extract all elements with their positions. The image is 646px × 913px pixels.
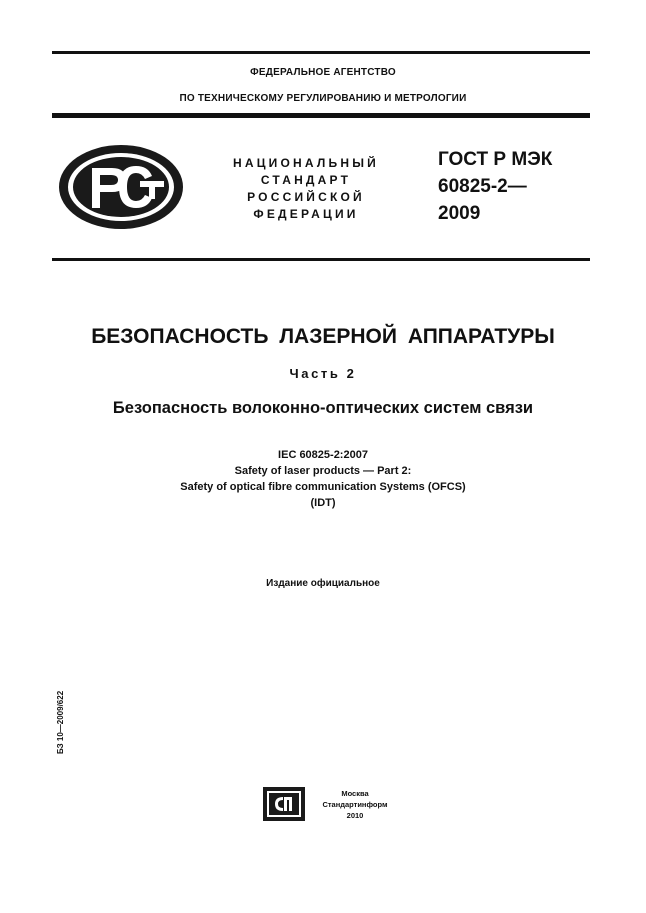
agency-line-1: ФЕДЕРАЛЬНОЕ АГЕНТСТВО [250, 67, 396, 78]
gost-line-1: ГОСТ Р МЭК [438, 149, 553, 170]
publisher-name: Стандартинформ [322, 800, 388, 809]
standartinform-logo-icon [263, 787, 305, 821]
gost-line-3: 2009 [438, 203, 481, 224]
iec-line-3: Safety of optical fibre communication Systems (OFCS) [180, 481, 466, 493]
national-standard-label [216, 155, 396, 223]
publisher-info [308, 788, 402, 821]
header-rule [52, 113, 590, 118]
iec-line-1: IEC 60825-2:2007 [278, 449, 368, 461]
national-line-4: ФЕДЕРАЦИИ [253, 207, 359, 221]
publisher-city: Москва [341, 789, 369, 798]
iec-line-4: (IDT) [310, 497, 336, 509]
gost-line-2: 60825-2— [438, 176, 527, 197]
publisher-year: 2010 [346, 811, 364, 820]
iec-reference [0, 447, 646, 511]
national-line-3: РОССИЙСКОЙ [247, 190, 365, 204]
rst-certification-logo-icon [56, 142, 186, 232]
document-title: БЕЗОПАСНОСТЬ ЛАЗЕРНОЙ АППАРАТУРЫ [91, 325, 555, 348]
iec-line-2: Safety of laser products — Part 2: [234, 465, 412, 477]
standard-rule [52, 258, 590, 261]
gost-number [438, 146, 598, 227]
national-line-2: СТАНДАРТ [260, 173, 352, 187]
national-line-1: НАЦИОНАЛЬНЫЙ [232, 156, 380, 170]
document-subtitle: Безопасность волоконно-оптических систем связи [112, 399, 534, 417]
part-label: Часть 2 [289, 366, 357, 381]
agency-line-2: ПО ТЕХНИЧЕСКОМУ РЕГУЛИРОВАНИЮ И МЕТРОЛОГИИ [179, 93, 467, 104]
top-rule [52, 51, 590, 54]
edition-label: Издание официальное [266, 578, 380, 589]
side-code: БЗ 10—2009/622 [56, 690, 65, 754]
